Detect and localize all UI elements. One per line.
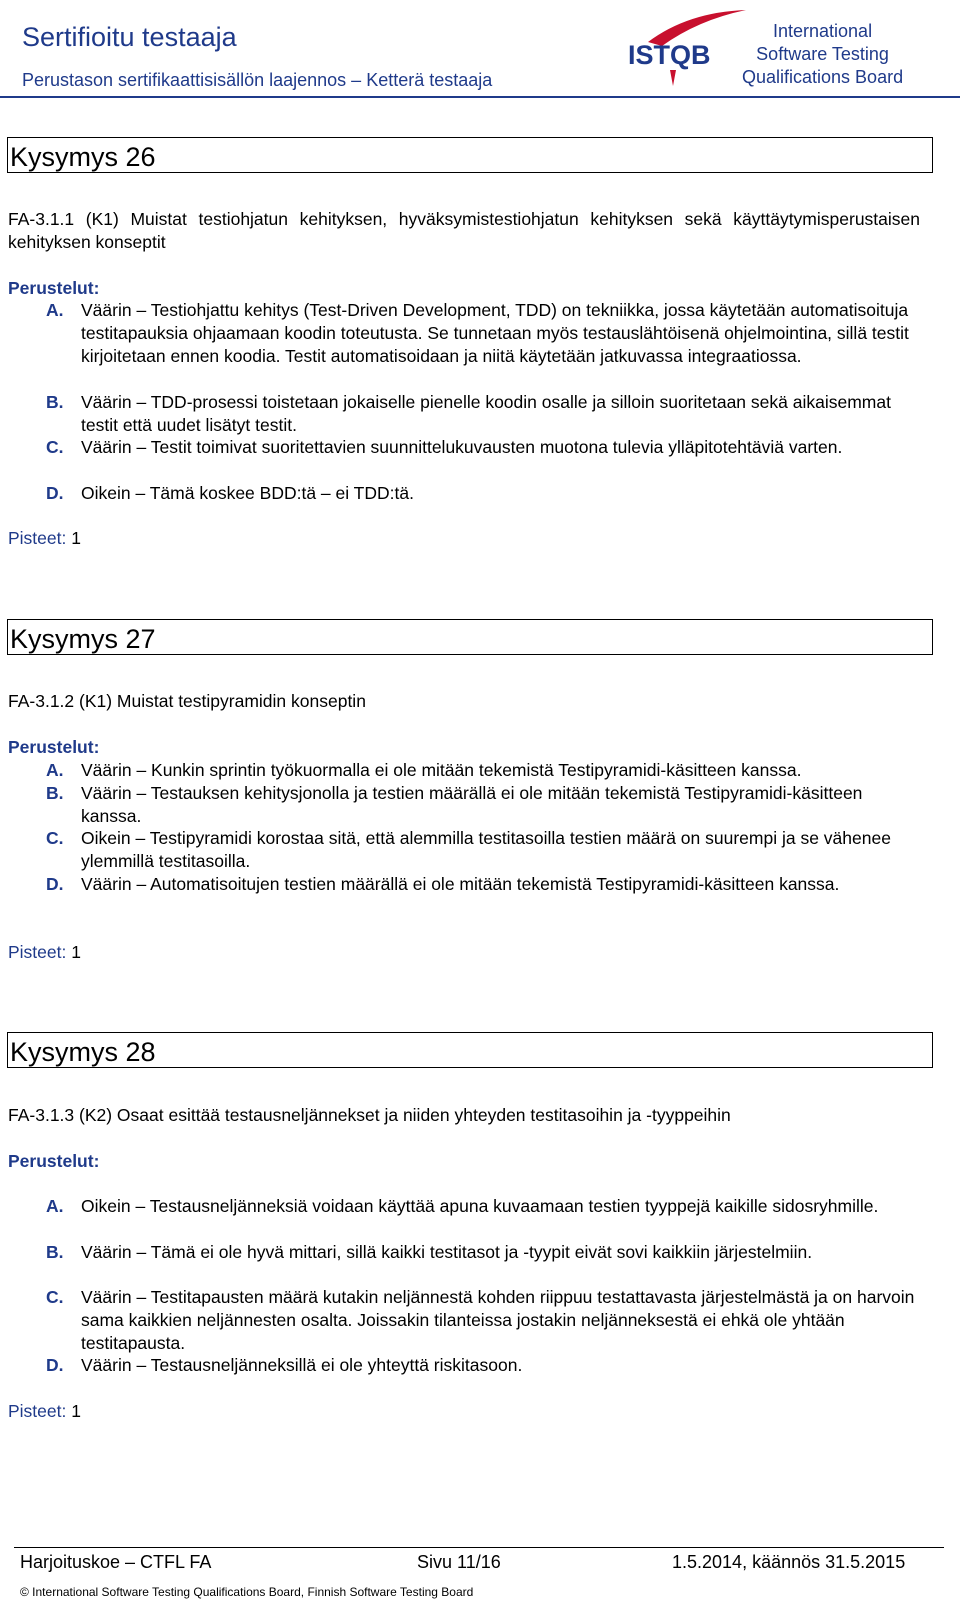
option-text: Väärin – TDD-prosessi toistetaan jokaiselle pienelle koodin osalle ja silloin suoritetaan sekä aikaisemmat testit että uudet lisätyt testit.	[81, 392, 891, 435]
question-28-rationale-label: Perustelut:	[8, 1151, 100, 1171]
question-27-option-d	[46, 873, 920, 896]
question-27-option-c	[46, 827, 920, 873]
question-27-option-b	[46, 782, 920, 828]
option-text: Oikein – Testausneljänneksiä voidaan käyttää apuna kuvaamaan testien tyyppejä kaikille sidosryhmille.	[81, 1196, 879, 1216]
footer-page-number: Sivu 11/16	[417, 1552, 501, 1572]
question-28-points	[8, 1400, 920, 1423]
organization-name	[742, 20, 903, 89]
question-28-option-c	[46, 1286, 920, 1355]
question-27-points	[8, 941, 920, 964]
question-26-heading: Kysymys 26	[10, 142, 156, 172]
option-text: Väärin – Testit toimivat suoritettavien suunnittelukuvausten muotona tulevia ylläpitotehtäviä varten.	[81, 437, 843, 457]
question-26-option-a	[46, 299, 920, 368]
question-27-objective: FA-3.1.2 (K1) Muistat testipyramidin konseptin	[8, 691, 366, 711]
org-line-2: Software Testing	[756, 44, 889, 64]
question-26-option-c	[46, 436, 920, 459]
option-letter: A.	[46, 300, 64, 320]
option-letter: C.	[46, 828, 64, 848]
option-text: Oikein – Tämä koskee BDD:tä – ei TDD:tä.	[81, 483, 414, 503]
option-letter: D.	[46, 483, 64, 503]
option-text: Väärin – Testitapausten määrä kutakin neljännestä kohden riippuu testattavasta järjestelmästä ja on harvoin sama kaikkien neljännesten osalta. Joissakin tilanteissa jostakin neljänneksestä ei ehkä ole yhtään testitapausta.	[81, 1287, 915, 1353]
question-28-option-a	[46, 1195, 920, 1218]
org-line-3: Qualifications Board	[742, 67, 904, 87]
footer-copyright: © International Software Testing Qualifications Board, Finnish Software Testing Board	[20, 1585, 474, 1599]
logo-text: ISTQB	[628, 40, 711, 70]
footer-document-name: Harjoituskoe – CTFL FA	[20, 1552, 212, 1572]
question-26-option-b	[46, 391, 920, 437]
option-letter: D.	[46, 874, 64, 894]
istqb-logo	[628, 6, 748, 90]
question-28-heading-box	[7, 1032, 933, 1068]
question-28-option-d	[46, 1354, 920, 1377]
points-label: Pisteet:	[8, 1401, 67, 1421]
question-26-objective: FA-3.1.1 (K1) Muistat testiohjatun kehityksen, hyväksymistestiohjatun kehityksen sekä käyttäytymisperustaisen kehityksen konseptit	[8, 209, 920, 252]
option-text: Väärin – Testauksen kehitysjonolla ja testien määrällä ei ole mitään tekemistä Testipyramidi-käsitteen kanssa.	[81, 783, 863, 826]
points-value: 1	[71, 1401, 81, 1421]
footer-date: 1.5.2014, käännös 31.5.2015	[672, 1552, 906, 1572]
question-27-option-a	[46, 759, 920, 782]
org-line-1: International	[773, 21, 873, 41]
points-value: 1	[71, 942, 81, 962]
document-subtitle: Perustason sertifikaattisisällön laajennos – Ketterä testaaja	[22, 70, 493, 90]
option-letter: B.	[46, 1242, 64, 1262]
question-28-objective: FA-3.1.3 (K2) Osaat esittää testausneljännekset ja niiden yhteyden testitasoihin ja -tyyppeihin	[8, 1105, 731, 1125]
option-letter: A.	[46, 760, 64, 780]
question-27-rationale-label: Perustelut:	[8, 737, 100, 757]
option-text: Väärin – Automatisoitujen testien määrällä ei ole mitään tekemistä Testipyramidi-käsitteen kanssa.	[81, 874, 840, 894]
question-27-heading-box	[7, 619, 933, 655]
option-letter: B.	[46, 392, 64, 412]
points-value: 1	[71, 528, 81, 548]
option-text: Väärin – Kunkin sprintin työkuormalla ei ole mitään tekemistä Testipyramidi-käsitteen kanssa.	[81, 760, 802, 780]
points-label: Pisteet:	[8, 942, 67, 962]
option-text: Oikein – Testipyramidi korostaa sitä, että alemmilla testitasoilla testien määrä on suurempi ja se vähenee ylemmillä testitasoilla.	[81, 828, 891, 871]
question-27-heading: Kysymys 27	[10, 624, 156, 654]
header-divider	[0, 96, 960, 98]
question-26-heading-box	[7, 137, 933, 173]
footer-divider	[14, 1547, 944, 1548]
option-letter: B.	[46, 783, 64, 803]
option-letter: D.	[46, 1355, 64, 1375]
option-text: Väärin – Testausneljänneksillä ei ole yhteyttä riskitasoon.	[81, 1355, 523, 1375]
question-28-option-b	[46, 1241, 920, 1264]
question-26-option-d	[46, 482, 920, 505]
question-26-rationale-label: Perustelut:	[8, 278, 100, 298]
document-title: Sertifioitu testaaja	[22, 22, 237, 52]
question-28-heading: Kysymys 28	[10, 1037, 156, 1067]
option-text: Väärin – Testiohjattu kehitys (Test-Driven Development, TDD) on tekniikka, jossa käytetään automatisoituja testitapauksia ohjaamaan koodin toteutusta. Se tunnetaan myös testauslähtöisenä ohjelmointina, sillä testit kirjoitetaan ennen koodia. Testit automatisoidaan ja niitä käytetään jatkuvassa integraatiossa.	[81, 300, 909, 366]
option-letter: A.	[46, 1196, 64, 1216]
option-text: Väärin – Tämä ei ole hyvä mittari, sillä kaikki testitasot ja -tyypit eivät sovi kaikkiin järjestelmiin.	[81, 1242, 813, 1262]
option-letter: C.	[46, 437, 64, 457]
question-26-points	[8, 527, 920, 550]
option-letter: C.	[46, 1287, 64, 1307]
points-label: Pisteet:	[8, 528, 67, 548]
